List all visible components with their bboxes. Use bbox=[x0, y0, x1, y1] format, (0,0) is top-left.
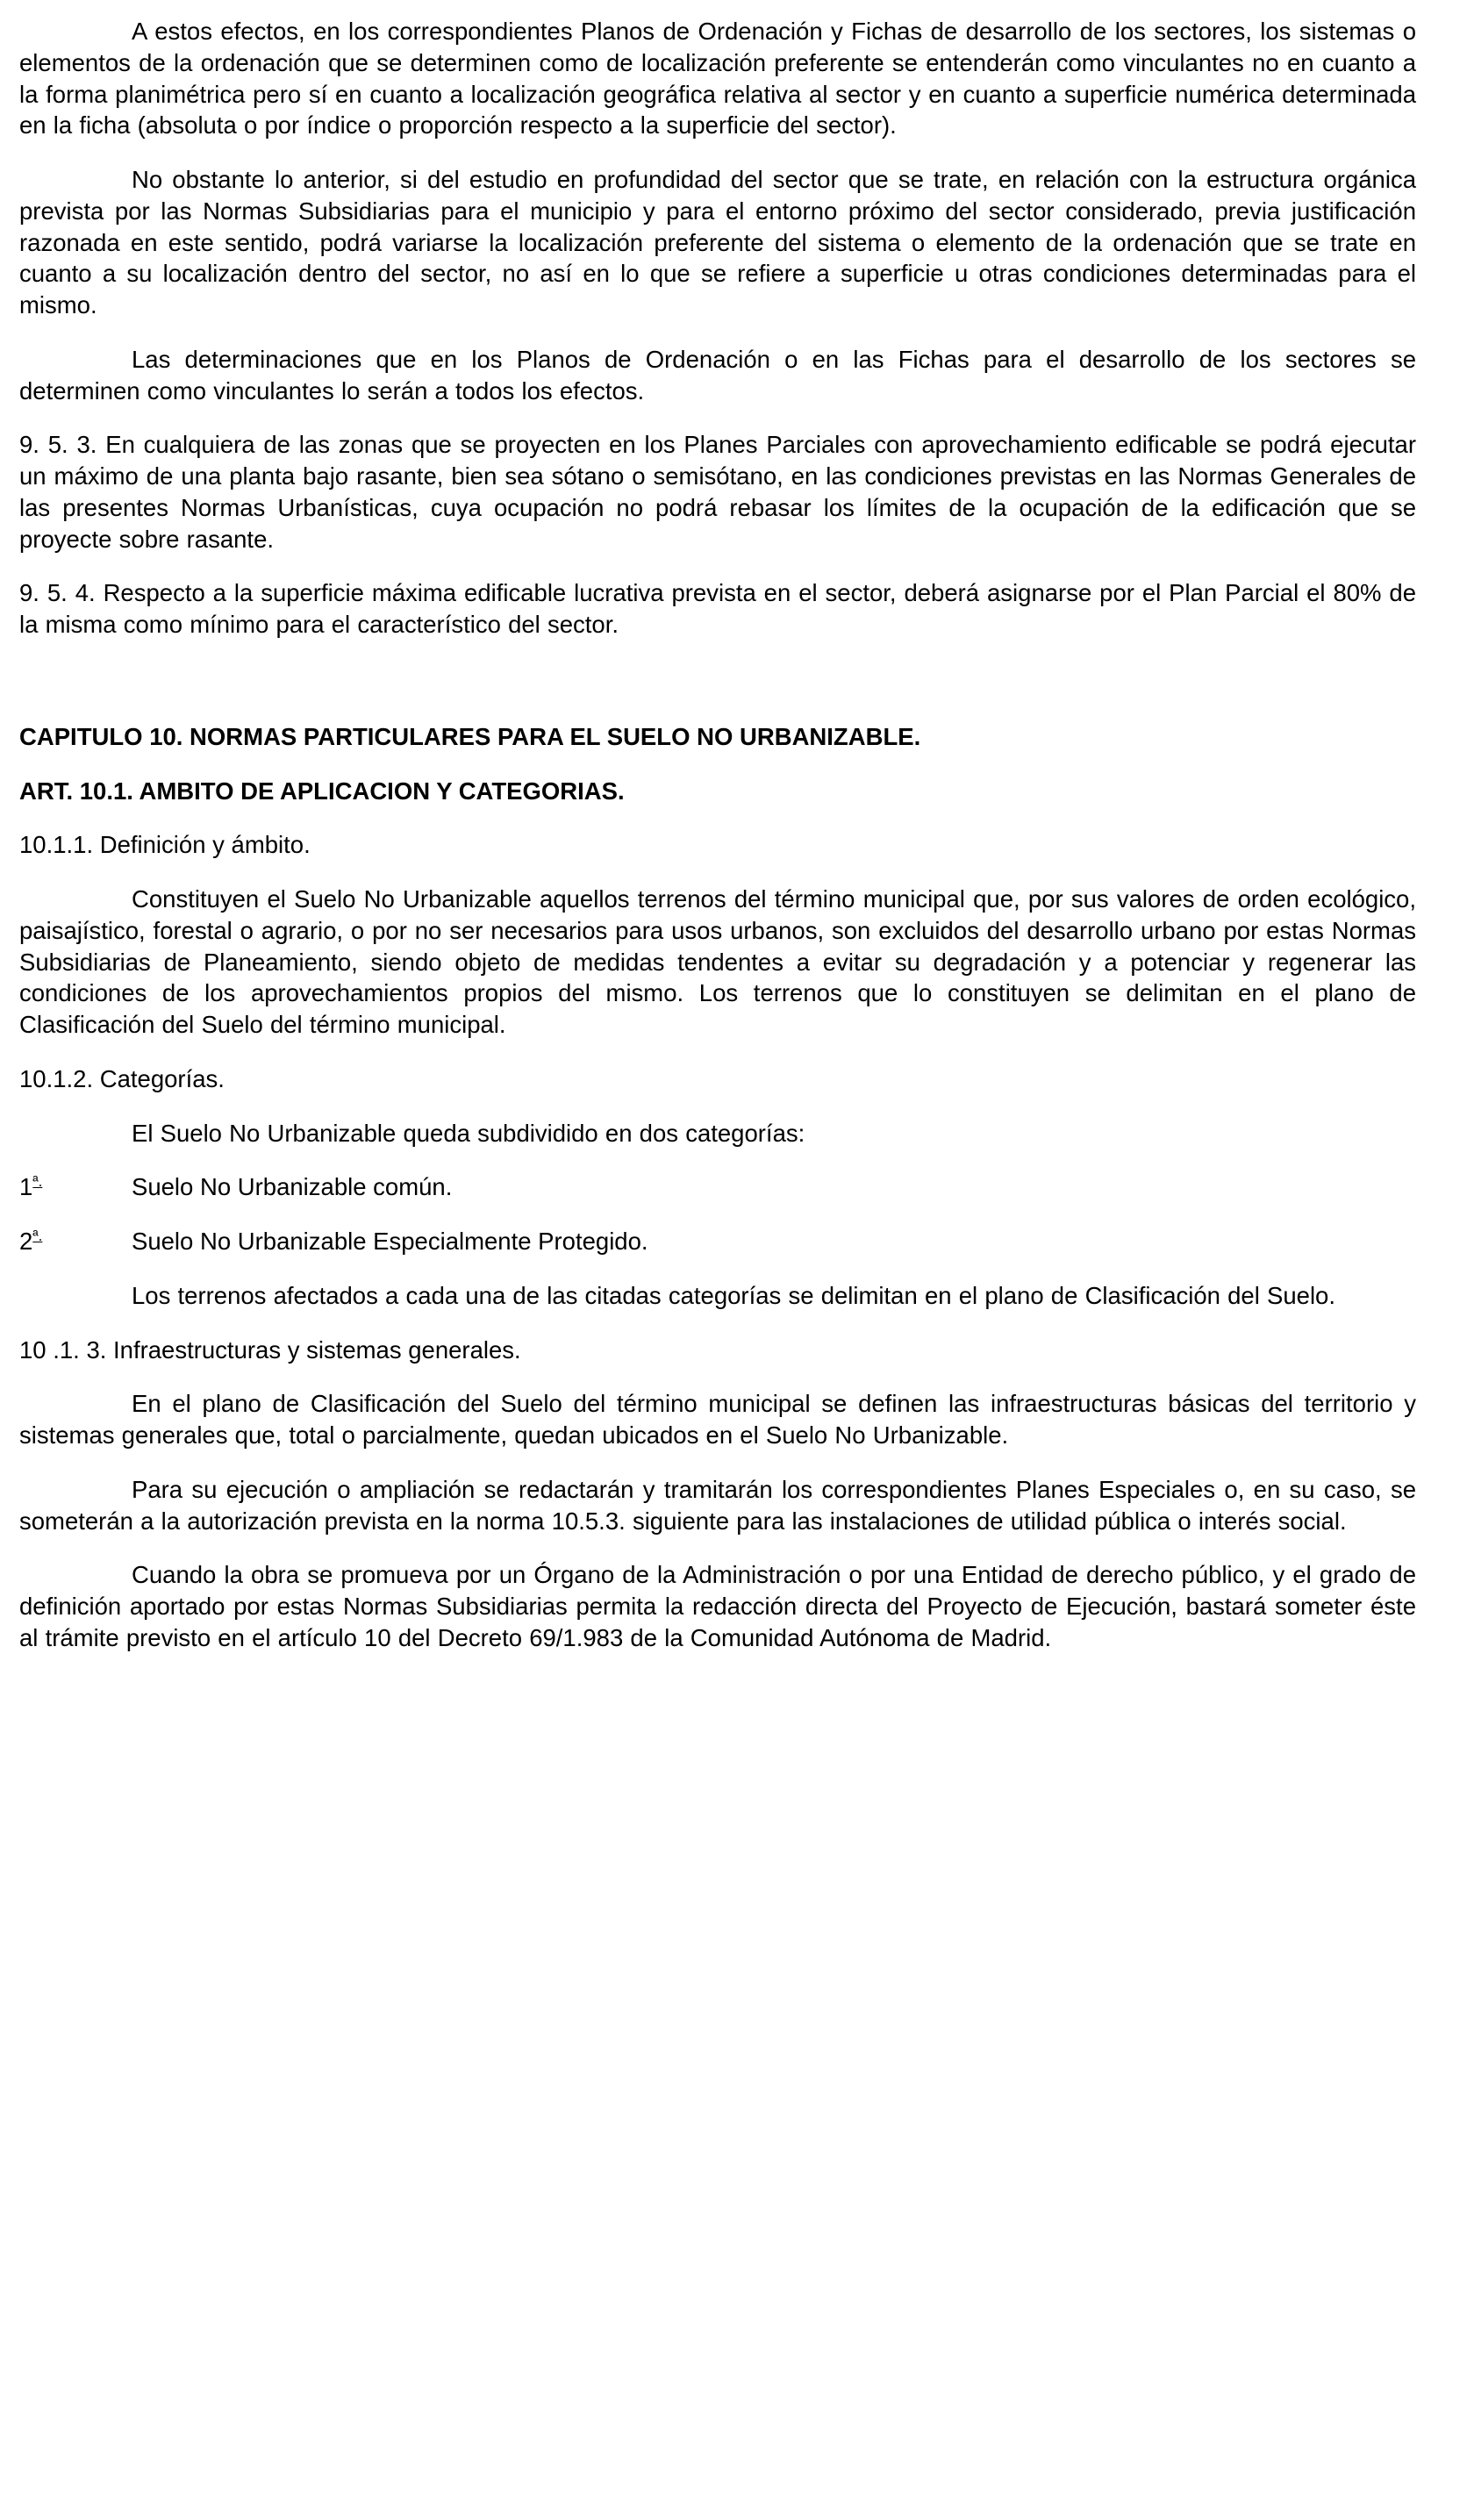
list-item-label: Suelo No Urbanizable Especialmente Protegido. bbox=[132, 1228, 648, 1255]
section-10-1-3-body-1: En el plano de Clasificación del Suelo del término municipal se definen las infraestructuras básicas del territorio y sistemas generales que, total o parcialmente, quedan ubicados en el Suelo No Urbanizable. bbox=[19, 1390, 1416, 1449]
ordinal-suffix: ª. bbox=[32, 1173, 43, 1191]
heading-spacer bbox=[19, 663, 1416, 672]
section-10-1-3-title: 10 .1. 3. Infraestructuras y sistemas generales. bbox=[19, 1335, 521, 1364]
section-10-1-1-title: 10.1.1. Definición y ámbito. bbox=[19, 831, 311, 859]
paragraph-9-5-3: 9. 5. 3. En cualquiera de las zonas que se proyecten en los Planes Parciales con aprovechamiento edificable se podrá ejecutar un máximo de una planta bajo rasante, bien sea sótano o semisótano, en las condiciones previstas en las Normas Generales de las presentes Normas Urbanísticas, cuya ocupación no podrá rebasar los límites de la ocupación de la edificación que se proyecte sobre rasante. bbox=[19, 431, 1416, 553]
article-heading: ART. 10.1. AMBITO DE APLICACION Y CATEGORIAS. bbox=[19, 777, 625, 805]
paragraph-notwithstanding: No obstante lo anterior, si del estudio en profundidad del sector que se trate, en relación con la estructura orgánica prevista por las Normas Subsidiarias para el municipio y para el entorno próximo del sector considerado, previa justificación razonada en este sentido, podrá variarse la localización preferente del sistema o elemento de la ordenación que se trate en cuanto a su localización dentro del sector, no así en lo que se refiere a superficie u otras condiciones determinadas para el mismo. bbox=[19, 166, 1416, 319]
paragraph-9-5-4: 9. 5. 4. Respecto a la superficie máxima edificable lucrativa prevista en el sector, deberá asignarse por el Plan Parcial el 80% de la misma como mínimo para el característico del sector. bbox=[19, 579, 1416, 638]
section-10-1-2-body: El Suelo No Urbanizable queda subdividido en dos categorías: bbox=[132, 1119, 805, 1147]
section-10-1-1-body: Constituyen el Suelo No Urbanizable aquellos terrenos del término municipal que, por sus valores de orden ecológico, paisajístico, forestal o agrario, o por no ser necesarios para usos urbanos, son excluidos del desarrollo urbano por estas Normas Subsidiarias de Planeamiento, siendo objeto de medidas tendentes a evitar su degradación y a potenciar y regenerar las condiciones de los aprovechamientos propios del mismo. Los terrenos que lo constituyen se delimitan en el plano de Clasificación del Suelo del término municipal. bbox=[19, 885, 1416, 1038]
list-item bbox=[19, 1171, 1416, 1203]
list-item bbox=[19, 1226, 1416, 1257]
paragraph-binding-determinations: Las determinaciones que en los Planos de Ordenación o en las Fichas para el desarrollo de los sectores se determinen como vinculantes lo serán a todos los efectos. bbox=[19, 345, 1416, 404]
chapter-heading: CAPITULO 10. NORMAS PARTICULARES PARA EL SUELO NO URBANIZABLE. bbox=[19, 722, 921, 750]
section-10-1-3-body-2: Para su ejecución o ampliación se redactarán y tramitarán los correspondientes Planes Especiales o, en su caso, se someterán a la autorización prevista en la norma 10.5.3. siguiente para las instalaciones de utilidad pública o interés social. bbox=[19, 1475, 1416, 1535]
ordinal-suffix: ª. bbox=[32, 1227, 43, 1244]
section-10-1-2-title: 10.1.2. Categorías. bbox=[19, 1064, 225, 1092]
list-item-marker: $1^{ª.}$ bbox=[19, 1173, 43, 1201]
list-item-marker: $2^{ª.}$ bbox=[19, 1227, 43, 1255]
paragraph-affected-lands: Los terrenos afectados a cada una de las citadas categorías se delimitan en el plano de Clasificación del Suelo. bbox=[132, 1281, 1335, 1309]
paragraph-effects-planning: A estos efectos, en los correspondientes Planos de Ordenación y Fichas de desarrollo de los sectores, los sistemas o elementos de la ordenación que se determinen como de localización preferente se entenderán como vinculantes no en cuanto a la forma planimétrica pero sí en cuanto a localización geográfica relativa al sector y en cuanto a superficie numérica determinada en la ficha (absoluta o por índice o proporción respecto a la superficie del sector). bbox=[19, 18, 1416, 140]
section-10-1-3-body-3: Cuando la obra se promueva por un Órgano de la Administración o por una Entidad de derecho público, y el grado de definición aportado por estas Normas Subsidiarias permita la redacción directa del Proyecto de Ejecución, bastará someter éste al trámite previsto en el artículo 10 del Decreto 69/1.983 de la Comunidad Autónoma de Madrid. bbox=[19, 1561, 1416, 1651]
list-item-label: Suelo No Urbanizable común. bbox=[132, 1173, 453, 1201]
